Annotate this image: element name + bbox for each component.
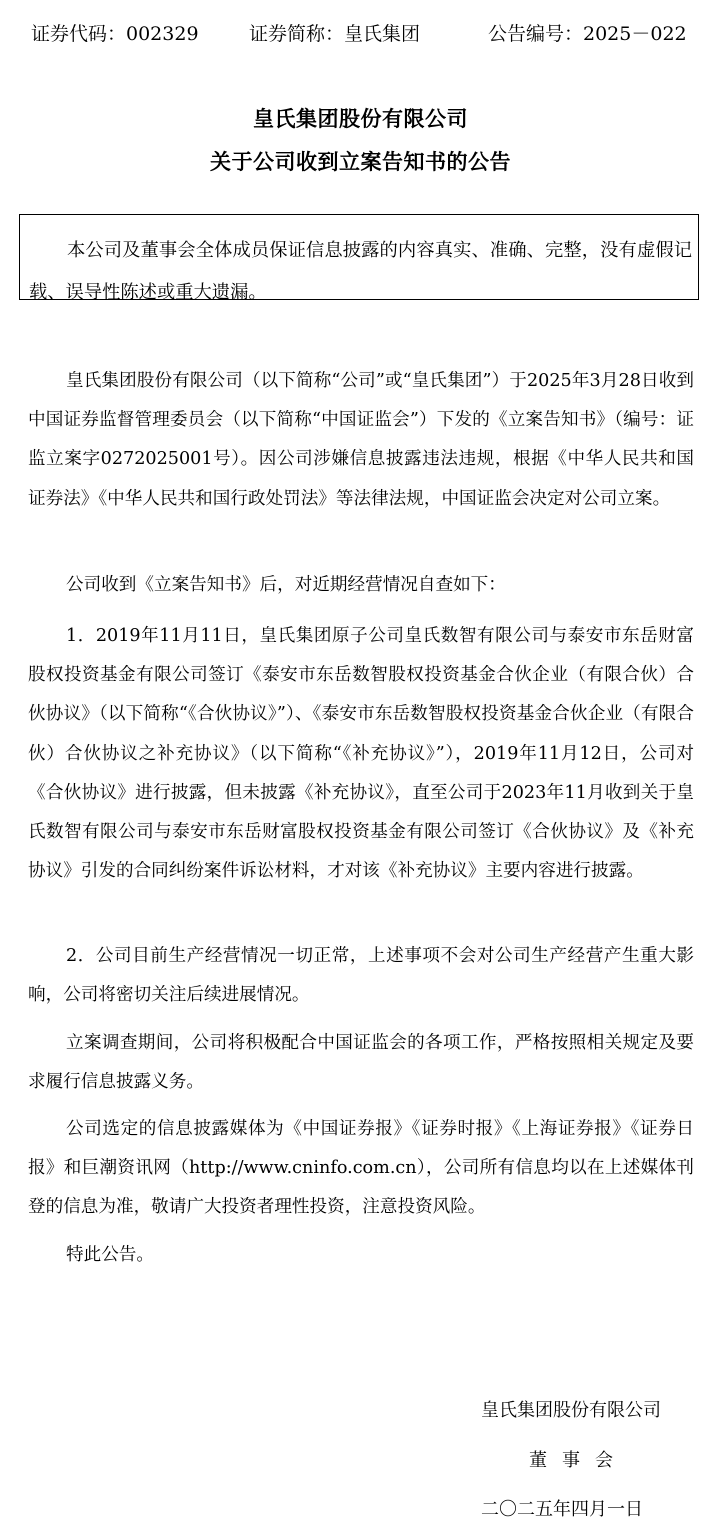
paragraph-closing: 特此公告。	[66, 1245, 154, 1265]
paragraph-cooperation: 立案调查期间，公司将积极配合中国证监会的各项工作，严格按照相关规定及要求履行信息披露义务。	[28, 1033, 694, 1093]
document-title-company: 皇氏集团股份有限公司	[253, 107, 468, 131]
disclaimer-box: 本公司及董事会全体成员保证信息披露的内容真实、准确、完整，没有虚假记载、误导性陈述或重大遗漏。	[19, 214, 699, 300]
document-title-subject: 关于公司收到立案告知书的公告	[210, 150, 511, 174]
security-abbreviation: 证券简称：皇氏集团	[249, 23, 421, 45]
paragraph-self-check-intro: 公司收到《立案告知书》后，对近期经营情况自查如下：	[66, 575, 506, 595]
signature-date: 二〇二五年四月一日	[481, 1499, 643, 1520]
paragraph-case-notice: 皇氏集团股份有限公司（以下简称“公司”或“皇氏集团”）于2025年3月28日收到中国证券监督管理委员会（以下简称“中国证监会”）下发的《立案告知书》（编号：证监立案字0272025001号）。因公司涉嫌信息披露违法违规，根据《中华人民共和国证券法》《中华人民共和国行政处罚法》等法律法规，中国证监会决定对公司立案。	[28, 371, 694, 509]
announcement-number: 公告编号：2025－022	[488, 23, 687, 45]
signature-company: 皇氏集团股份有限公司	[481, 1400, 661, 1421]
signature-board: 董事会	[529, 1450, 628, 1471]
security-code: 证券代码：002329	[31, 23, 199, 45]
paragraph-item-2: 2．公司目前生产经营情况一切正常，上述事项不会对公司生产经营产生重大影响，公司将密切关注后续进展情况。	[28, 946, 694, 1006]
paragraph-item-1: 1．2019年11月11日，皇氏集团原子公司皇氏数智有限公司与泰安市东岳财富股权投资基金有限公司签订《泰安市东岳数智股权投资基金合伙企业（有限合伙）合伙协议》（以下简称“《合伙协议》”）、《泰安市东岳数智股权投资基金合伙企业（有限合伙）合伙协议之补充协议》（以下简称“《补充协议》”），2019年11月12日，公司对《合伙协议》进行披露，但未披露《补充协议》，直至公司于2023年11月收到关于皇氏数智有限公司与泰安市东岳财富股权投资基金有限公司签订《合伙协议》及《补充协议》引发的合同纠纷案件诉讼材料，才对该《补充协议》主要内容进行披露。	[28, 626, 694, 882]
paragraph-media: 公司选定的信息披露媒体为《中国证券报》《证券时报》《上海证券报》《证券日报》和巨潮资讯网（http://www.cninfo.com.cn），公司所有信息均以在上述媒体刊登的信息为准，敬请广大投资者理性投资，注意投资风险。	[28, 1119, 694, 1218]
